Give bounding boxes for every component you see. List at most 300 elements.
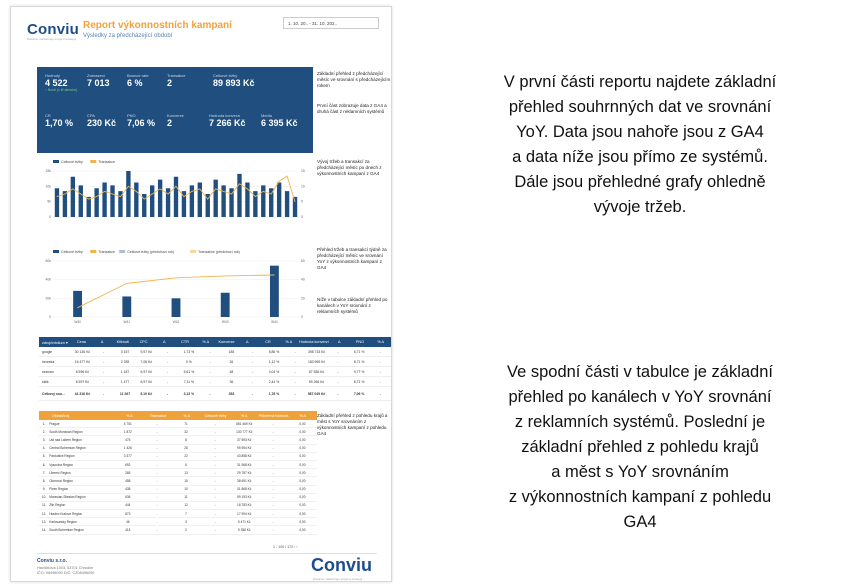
revenue-bar (73, 291, 82, 317)
column-header: Δ (337, 340, 341, 344)
kpi-item (45, 113, 73, 128)
table-cell: - (294, 391, 296, 396)
note-daily-chart: Vývoj tržeb a transakcí za předcházející měsíc po dnech z výkonnostních kampaní z GA4 (317, 159, 382, 176)
table-cell: Plzen Region (49, 487, 69, 492)
table-cell: 11. (41, 503, 47, 508)
table-cell: - (214, 495, 216, 500)
table-row (39, 387, 391, 401)
table-cell: 5 471 Kč (237, 519, 251, 524)
table-cell: 2 (185, 528, 187, 533)
table-row (39, 367, 391, 377)
y-tick-label: 10k (45, 184, 51, 189)
table-cell: - (209, 391, 211, 396)
table-row (39, 502, 317, 510)
note-summary: Základní přehled z předcházející měsíc ve srovnání s předcházejícím rokem (317, 71, 391, 88)
table-cell: - (156, 503, 158, 508)
table-cell: - (272, 511, 274, 516)
footer-address (37, 566, 94, 576)
legend-label: Celkové tržby (předchozí rok) (127, 250, 175, 254)
transactions-point (126, 283, 127, 284)
description-line: z výkonnostních kampaní z pohledu (508, 488, 772, 506)
revenue-bar (277, 183, 281, 218)
revenue-bar (261, 185, 265, 217)
table-cell: 0,00 (299, 503, 306, 508)
column-header: CPC (139, 340, 148, 344)
table-cell: 1,78 % (268, 391, 280, 396)
table-cell: - (214, 437, 216, 442)
description-line: V první části reportu najdete základní (503, 73, 777, 91)
description-line: GA4 (623, 513, 657, 531)
table-cell: 11 267 (119, 391, 131, 396)
transactions-point (57, 196, 58, 197)
footer-company: Conviu s.r.o. (37, 558, 68, 564)
table-cell: - (156, 429, 158, 434)
table-cell: sklik (42, 379, 49, 384)
revenue-bar (122, 296, 131, 317)
legend-swatch (90, 250, 96, 253)
table-cell: - (156, 421, 158, 426)
x-tick-label: W42 (172, 320, 180, 324)
table-cell: 4 751 (123, 421, 132, 426)
table-cell: - (214, 470, 216, 475)
description-line: vývoje tržeb. (593, 198, 687, 216)
table-cell: 1. (42, 421, 46, 426)
kpi-value: 7 013 (87, 78, 110, 88)
table-cell: - (272, 495, 274, 500)
table-cell: - (166, 349, 169, 354)
table-cell: 6,97 Kč (140, 369, 153, 374)
revenue-bar (270, 266, 279, 317)
table-cell: 1 477 (120, 379, 130, 384)
transactions-point (225, 276, 226, 277)
table-cell: 5,19 Kč (140, 391, 153, 396)
revenue-bar (71, 177, 75, 217)
kpi-label: Celkové tržby (213, 73, 238, 78)
table-cell: 3,13 % (183, 391, 195, 396)
table-cell: - (156, 487, 158, 492)
legend-label: Celkové tržby (61, 250, 83, 254)
table-cell: 0,00 (299, 462, 306, 467)
table-row (39, 526, 317, 534)
table-cell: - (272, 462, 274, 467)
kpi-note: ↑ Nově (v Ø denním) (45, 88, 78, 92)
transactions-point (271, 194, 272, 195)
table-cell: 0,00 (299, 421, 306, 426)
transactions-point (176, 277, 177, 278)
table-cell: - (272, 454, 274, 459)
table-row (39, 436, 317, 444)
column-header: Oblast/kraj (52, 413, 70, 418)
table-row (39, 518, 317, 526)
table-cell: - (156, 511, 158, 516)
conviu-logo: Conviu (27, 21, 80, 38)
transactions-point (168, 194, 169, 195)
table-cell: 0,00 (299, 446, 306, 451)
table-cell: 873 (125, 511, 131, 516)
legend-swatch (90, 160, 96, 163)
transactions-point (215, 188, 216, 189)
column-header: % Δ (241, 413, 248, 418)
legend-swatch (53, 250, 59, 253)
table-cell: 15 (184, 478, 188, 483)
table-cell: - (103, 359, 105, 364)
column-header: Cena (76, 340, 86, 344)
weekly-revenue-chart (37, 247, 313, 327)
transactions-point (176, 186, 177, 187)
column-header: PNO (355, 340, 365, 344)
table-cell: - (214, 478, 216, 483)
table-row (39, 347, 391, 357)
transactions-point (152, 194, 153, 195)
table-cell: 438 (125, 487, 131, 492)
kpi-label: CPA (87, 113, 95, 118)
weekly-revenue-chart-svg (37, 247, 313, 327)
table-row (39, 461, 317, 469)
column-header: Celkové tržby (204, 413, 227, 418)
table-cell: 28 (184, 446, 188, 451)
table-cell: - (214, 528, 216, 533)
revenue-bar (174, 177, 178, 217)
transactions-point (80, 194, 81, 195)
table-cell: - (214, 421, 216, 426)
report-header (11, 7, 391, 53)
table-row (39, 453, 317, 461)
column-header: % Δ (183, 413, 191, 418)
kpi-item (87, 113, 116, 128)
channels-table (39, 337, 391, 401)
y2-tick-label: 10 (301, 184, 305, 189)
table-cell: 9. (42, 487, 46, 492)
description-line: základní přehled z pohledu krajů (521, 438, 759, 456)
note-regions-table: Základní přehled z pohledu krajů a měst s YoY srovnáním z výkonnostních kampaní z pohledu GA4 (317, 413, 388, 436)
table-cell: 38 691 Kč (237, 478, 252, 483)
table-cell: Ust nad Labem Region (49, 437, 82, 442)
kpi-panel (37, 67, 313, 153)
table-cell: - (337, 369, 339, 374)
description-line: z reklamních systémů. Poslední je (514, 413, 766, 431)
table-cell: 43 858 Kč (237, 454, 252, 459)
kpi-item (213, 73, 255, 88)
y2-tick-label: 60 (301, 259, 305, 263)
legend-swatch (190, 250, 196, 253)
table-cell: - (379, 359, 381, 364)
table-cell: 3 377 (123, 454, 132, 459)
kpi-label: Hodnota konverzí (209, 113, 241, 118)
table-cell: 0,00 (299, 487, 306, 492)
revenue-bar (87, 197, 91, 217)
table-cell: 185 (228, 349, 235, 354)
table-cell: 6,71 % (353, 349, 365, 354)
table-cell: 22 (184, 454, 188, 459)
table-cell: Vysocina Region (49, 462, 73, 467)
kpi-item (127, 73, 149, 88)
transactions-point (295, 201, 296, 202)
table-cell: - (156, 437, 158, 442)
table-cell: - (272, 519, 274, 524)
y-tick-label: 0 (49, 215, 51, 219)
footer-ids: IČO: 08496090 DIČ: CZ08496090 (37, 571, 95, 575)
table-cell: - (272, 446, 274, 451)
table-cell: Pardubice Region (49, 454, 75, 459)
column-header: % Δ (126, 413, 133, 418)
table-cell: 2. (42, 429, 46, 434)
kpi-label: Hodnoty (45, 73, 60, 78)
description-line: a měst s YoY srovnáním (551, 463, 729, 481)
table-cell: Hradec Kralove Region (49, 511, 83, 516)
table-cell: 36 (229, 379, 234, 384)
table-cell: 4. (42, 446, 46, 451)
kpi-value: 7 266 Kč (209, 118, 246, 128)
revenue-bar (221, 185, 225, 217)
kpi-item (87, 73, 110, 88)
kpi-label: Transakce (167, 73, 186, 78)
table-cell: - (379, 391, 381, 396)
table-cell: - (103, 349, 105, 354)
table-cell: 2,44 % (268, 379, 280, 384)
table-cell: - (272, 478, 274, 483)
table-cell: 353 (228, 391, 235, 396)
revenue-bar (102, 183, 106, 218)
kpi-label: PNO (127, 113, 136, 118)
table-cell: 29 787 Kč (237, 470, 252, 475)
revenue-bar (285, 191, 289, 217)
table-cell: - (103, 369, 105, 374)
revenue-bar (94, 188, 98, 217)
table-cell: 0,00 (299, 478, 306, 483)
transactions-point (255, 196, 256, 197)
table-cell: 13. (41, 519, 47, 524)
kpi-value: 6 395 Kč (261, 118, 298, 128)
table-cell: - (209, 359, 211, 364)
y2-tick-label: 5 (301, 199, 303, 204)
table-cell: 37 593 Kč (237, 437, 252, 442)
table-cell: 10 (184, 487, 188, 492)
footer-logo: Conviu (311, 555, 372, 575)
table-cell: - (156, 446, 158, 451)
table-cell: - (156, 470, 158, 475)
logo-tagline: Dáváme marketingu smysl a strategii (27, 37, 77, 41)
table-cell: 8,71 % (353, 359, 365, 364)
table-cell: - (166, 369, 169, 374)
table-cell: - (294, 359, 296, 364)
table-cell: 31 968 Kč (237, 462, 252, 467)
x-tick-label: W40 (74, 320, 81, 324)
table-cell: - (103, 391, 105, 396)
table-cell: - (156, 462, 158, 467)
revenue-bar (198, 183, 202, 218)
regions-table-header (39, 411, 317, 420)
table-cell: 9 358 Kč (237, 528, 251, 533)
description-line: Ve spodní části v tabulce je základní (507, 363, 773, 381)
kpi-value: 2 (167, 118, 173, 128)
table-cell: 1 872 (123, 429, 132, 434)
column-header: CR (265, 340, 271, 344)
table-cell: 5,61 % (183, 369, 195, 374)
table-cell: 3 157 (120, 349, 130, 354)
revenue-bar (213, 180, 217, 217)
table-cell: 17 994 Kč (237, 511, 252, 516)
table-cell: 636 (125, 495, 131, 500)
table-cell: 8,71 % (353, 379, 365, 384)
table-cell: 32 (184, 429, 188, 434)
table-cell: - (103, 379, 105, 384)
table-cell: - (156, 454, 158, 459)
table-cell: 8 (185, 437, 187, 442)
date-range-picker[interactable]: 1. 10. 20.. - 31. 10. 202.. (283, 17, 379, 29)
table-cell: - (379, 379, 381, 384)
kpi-value: 1,70 % (45, 118, 74, 128)
table-row (39, 420, 317, 428)
table-cell: 48 (229, 369, 234, 374)
table-cell: - (209, 379, 211, 384)
revenue-bar (293, 197, 297, 217)
table-cell: - (272, 470, 274, 475)
table-cell: - (156, 495, 158, 500)
description-line: Dále jsou přehledné grafy ohledně (514, 173, 766, 191)
table-cell: 2 335 (120, 359, 130, 364)
table-cell: - (272, 429, 274, 434)
column-header: Δ (100, 340, 104, 344)
transactions-point (128, 186, 129, 187)
table-cell: - (294, 379, 296, 384)
table-cell: 10. (41, 495, 47, 500)
x-tick-label: W43 (221, 320, 229, 324)
legend-label: Transakce (98, 160, 115, 164)
description-bottom (460, 360, 820, 535)
table-cell: 6 (185, 462, 187, 467)
table-cell: 1 187 (120, 369, 130, 374)
table-row (39, 428, 317, 436)
table-cell: 8 596 Kč (75, 369, 90, 374)
table-row (39, 377, 391, 387)
table-cell: 0,00 (299, 437, 306, 442)
description-line: a data níže jsou přímo ze systémů. (512, 148, 768, 166)
table-cell: 398 733 Kč (307, 349, 326, 354)
table-cell: 7,11 % (183, 379, 194, 384)
table-cell: - (214, 511, 216, 516)
kpi-item (209, 113, 246, 128)
transactions-point (88, 199, 89, 200)
transactions-point (96, 196, 97, 197)
table-cell: - (252, 369, 254, 374)
table-cell: 12 (184, 503, 188, 508)
table-cell: 71 (184, 421, 188, 426)
description-line: přehled souhrnných dat ve srovnání (508, 98, 772, 116)
column-header: Konverze (218, 340, 235, 344)
revenue-bar (126, 171, 130, 217)
table-cell: - (272, 528, 274, 533)
y-tick-label: 60k (45, 259, 51, 263)
revenue-bar (190, 185, 194, 217)
revenue-bar (158, 180, 162, 217)
table-cell: - (252, 359, 254, 364)
table-cell: - (214, 462, 216, 467)
table-cell: - (252, 379, 254, 384)
table-cell: - (294, 369, 296, 374)
report-title: Report výkonnostních kampaní (83, 20, 232, 31)
column-header: % Δ (285, 340, 293, 344)
daily-revenue-chart (37, 157, 313, 227)
transactions-point (247, 188, 248, 189)
kpi-item (167, 73, 186, 88)
table-cell: 7,06 Kč (140, 359, 153, 364)
table-cell: - (272, 503, 274, 508)
x-tick-label: W44 (271, 320, 278, 324)
table-cell: - (214, 429, 216, 434)
table-cell: 0,00 (299, 511, 306, 516)
column-header: % Δ (202, 340, 210, 344)
table-cell: 0,00 (299, 454, 306, 459)
table-cell: 13 (184, 470, 188, 475)
table-cell: - (337, 391, 339, 396)
table-cell: 265 (125, 470, 131, 475)
kpi-value: 2 (167, 78, 173, 88)
table-cell: 8. (42, 478, 46, 483)
table-cell: 681 469 Kč (236, 421, 253, 426)
table-cell: 1,73 % (183, 349, 195, 354)
transactions-point (239, 183, 240, 184)
y2-tick-label: 20 (301, 296, 305, 301)
table-cell: Central Bohemian Region (49, 446, 86, 451)
channels-table-header (39, 337, 391, 347)
table-cell: - (337, 359, 339, 364)
table-cell: 414 (125, 528, 131, 533)
transactions-point (112, 194, 113, 195)
table-cell: Zlin Region (49, 503, 66, 508)
table-cell: 6 597 Kč (75, 379, 90, 384)
column-header: Δ (163, 340, 166, 344)
column-header: Transakce (149, 413, 167, 418)
table-cell: 3. (42, 437, 46, 442)
daily-revenue-chart-svg (37, 157, 313, 227)
kpi-label: Bounce rate (127, 73, 149, 78)
description-top (460, 70, 820, 220)
kpi-value: 89 893 Kč (213, 78, 255, 88)
description-line: přehled po kanálech v YoY srovnání (508, 388, 772, 406)
table-row (39, 510, 317, 518)
table-cell: 0,00 (299, 528, 306, 533)
table-cell: - (272, 487, 274, 492)
y2-tick-label: 40 (301, 277, 305, 282)
footer-street: Havlíčkova 1003, 53701 Chrudim (37, 566, 94, 570)
table-cell: - (214, 446, 216, 451)
table-cell: 0,00 (299, 470, 306, 475)
table-cell: 46 (126, 519, 130, 524)
kpi-item (167, 113, 184, 128)
column-header: Hodnota konverzí (299, 340, 329, 344)
table-pager[interactable]: 1 - 100 / 172 ‹ › (273, 545, 298, 549)
transactions-point (223, 191, 224, 192)
kpi-label: Media (261, 113, 272, 118)
column-header: % Δ (377, 340, 385, 344)
table-cell: - (214, 519, 216, 524)
table-cell: 475 (125, 437, 131, 442)
table-cell: South Moravian Region (49, 429, 83, 434)
table-cell: 6,97 Kč (140, 379, 153, 384)
table-cell: 1 426 (123, 446, 132, 451)
table-cell: 3 (185, 519, 187, 524)
table-cell: - (156, 528, 158, 533)
table-cell: - (214, 454, 216, 459)
table-cell: 5. (42, 454, 46, 459)
table-cell: 692 (125, 462, 131, 467)
column-header: Δ (245, 340, 249, 344)
table-cell: 95 954 Kč (237, 446, 252, 451)
revenue-bar (79, 185, 83, 217)
transactions-point (120, 196, 121, 197)
y2-tick-label: 0 (301, 215, 303, 219)
table-cell: - (337, 379, 339, 384)
